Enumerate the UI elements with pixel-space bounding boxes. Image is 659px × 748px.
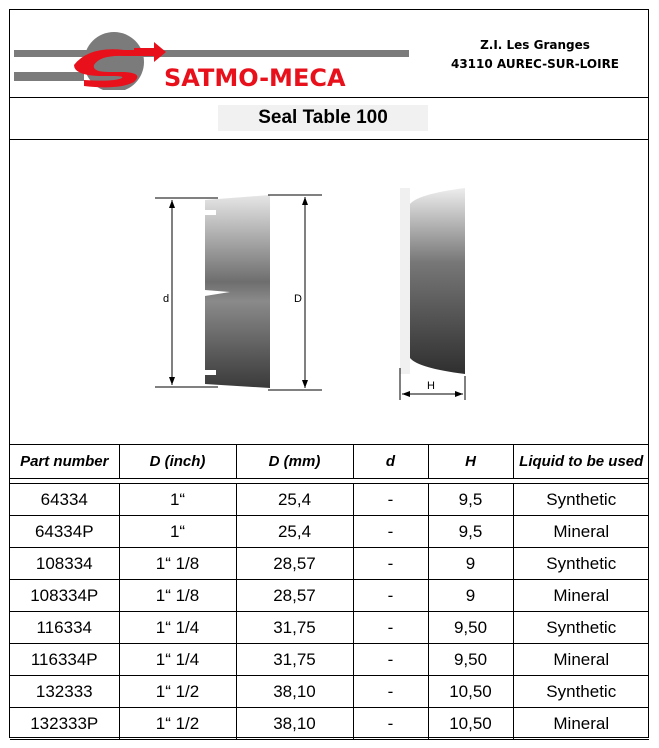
address-line-2: 43110 AUREC-SUR-LOIRE [450, 57, 620, 71]
dim-d-arrow-bottom [169, 377, 175, 385]
logo-bar-top [14, 50, 409, 57]
d-mm-cell: 31,75 [236, 644, 353, 676]
title-bar [10, 97, 648, 140]
logo-bar-left [14, 72, 84, 81]
h-cell: 9,50 [428, 644, 513, 676]
small-d-cell: - [353, 644, 428, 676]
dim-D-arrow-top [302, 197, 308, 205]
d-inch-cell: 1“ 1/4 [119, 612, 236, 644]
seal-table [10, 444, 649, 740]
part-number-cell: 64334P [10, 516, 119, 548]
d-inch-cell: 1“ [119, 516, 236, 548]
table-row [10, 548, 649, 580]
table-row [10, 708, 649, 740]
col-header-liquid: Liquid to be used [513, 445, 649, 479]
table-header-row [10, 445, 649, 479]
address-line-1: Z.I. Les Granges [480, 38, 590, 52]
table-row [10, 644, 649, 676]
company-logo [14, 20, 414, 90]
liquid-cell: Mineral [513, 708, 649, 740]
dim-D-arrow-bottom [302, 380, 308, 388]
table-row [10, 580, 649, 612]
part-number-cell: 132333P [10, 708, 119, 740]
h-cell: 9 [428, 580, 513, 612]
liquid-cell: Synthetic [513, 484, 649, 516]
part-number-cell: 116334 [10, 612, 119, 644]
d-inch-cell: 1“ [119, 484, 236, 516]
seal-side-lip [400, 188, 410, 374]
liquid-cell: Synthetic [513, 676, 649, 708]
d-mm-cell: 25,4 [236, 516, 353, 548]
small-d-cell: - [353, 548, 428, 580]
d-inch-cell: 1“ 1/2 [119, 708, 236, 740]
h-cell: 9,5 [428, 484, 513, 516]
seal-side-body [410, 188, 465, 374]
col-header-d-inch: D (inch) [119, 445, 236, 479]
h-cell: 9,5 [428, 516, 513, 548]
seal-front-notch-top [205, 210, 216, 215]
d-inch-cell: 1“ 1/2 [119, 676, 236, 708]
h-cell: 10,50 [428, 708, 513, 740]
header [10, 10, 648, 98]
page-title: Seal Table 100 [218, 105, 428, 131]
d-inch-cell: 1“ 1/8 [119, 580, 236, 612]
d-mm-cell: 28,57 [236, 580, 353, 612]
dim-H-label: H [427, 380, 435, 392]
col-header-h: H [428, 445, 513, 479]
col-header-small-d: d [353, 445, 428, 479]
part-number-cell: 108334 [10, 548, 119, 580]
part-number-cell: 108334P [10, 580, 119, 612]
small-d-cell: - [353, 484, 428, 516]
seal-drawing [10, 140, 648, 444]
table-row [10, 484, 649, 516]
table-row [10, 516, 649, 548]
small-d-cell: - [353, 708, 428, 740]
d-mm-cell: 31,75 [236, 612, 353, 644]
d-mm-cell: 28,57 [236, 548, 353, 580]
col-header-d-mm: D (mm) [236, 445, 353, 479]
h-cell: 9 [428, 548, 513, 580]
dim-D-label: D [294, 293, 302, 305]
d-mm-cell: 38,10 [236, 708, 353, 740]
table-body [10, 479, 649, 740]
small-d-cell: - [353, 580, 428, 612]
liquid-cell: Mineral [513, 516, 649, 548]
part-number-cell: 132333 [10, 676, 119, 708]
dim-d-label: d [163, 293, 170, 305]
small-d-cell: - [353, 612, 428, 644]
h-cell: 9,50 [428, 612, 513, 644]
d-inch-cell: 1“ 1/4 [119, 644, 236, 676]
part-number-cell: 116334P [10, 644, 119, 676]
d-mm-cell: 38,10 [236, 676, 353, 708]
liquid-cell: Synthetic [513, 612, 649, 644]
dim-H-arrow-right [455, 391, 463, 397]
h-cell: 10,50 [428, 676, 513, 708]
logo-text: SATMO-MECA [164, 64, 346, 90]
liquid-cell: Mineral [513, 644, 649, 676]
seal-front-notch-bottom [205, 370, 216, 375]
liquid-cell: Synthetic [513, 548, 649, 580]
table-row [10, 612, 649, 644]
table-row [10, 676, 649, 708]
liquid-cell: Mineral [513, 580, 649, 612]
d-mm-cell: 25,4 [236, 484, 353, 516]
company-address [430, 36, 640, 74]
small-d-cell: - [353, 516, 428, 548]
part-number-cell: 64334 [10, 484, 119, 516]
dim-d-arrow-top [169, 200, 175, 208]
col-header-part-number: Part number [10, 445, 119, 479]
d-inch-cell: 1“ 1/8 [119, 548, 236, 580]
small-d-cell: - [353, 676, 428, 708]
document-frame [9, 9, 649, 738]
dim-H-arrow-left [402, 391, 410, 397]
